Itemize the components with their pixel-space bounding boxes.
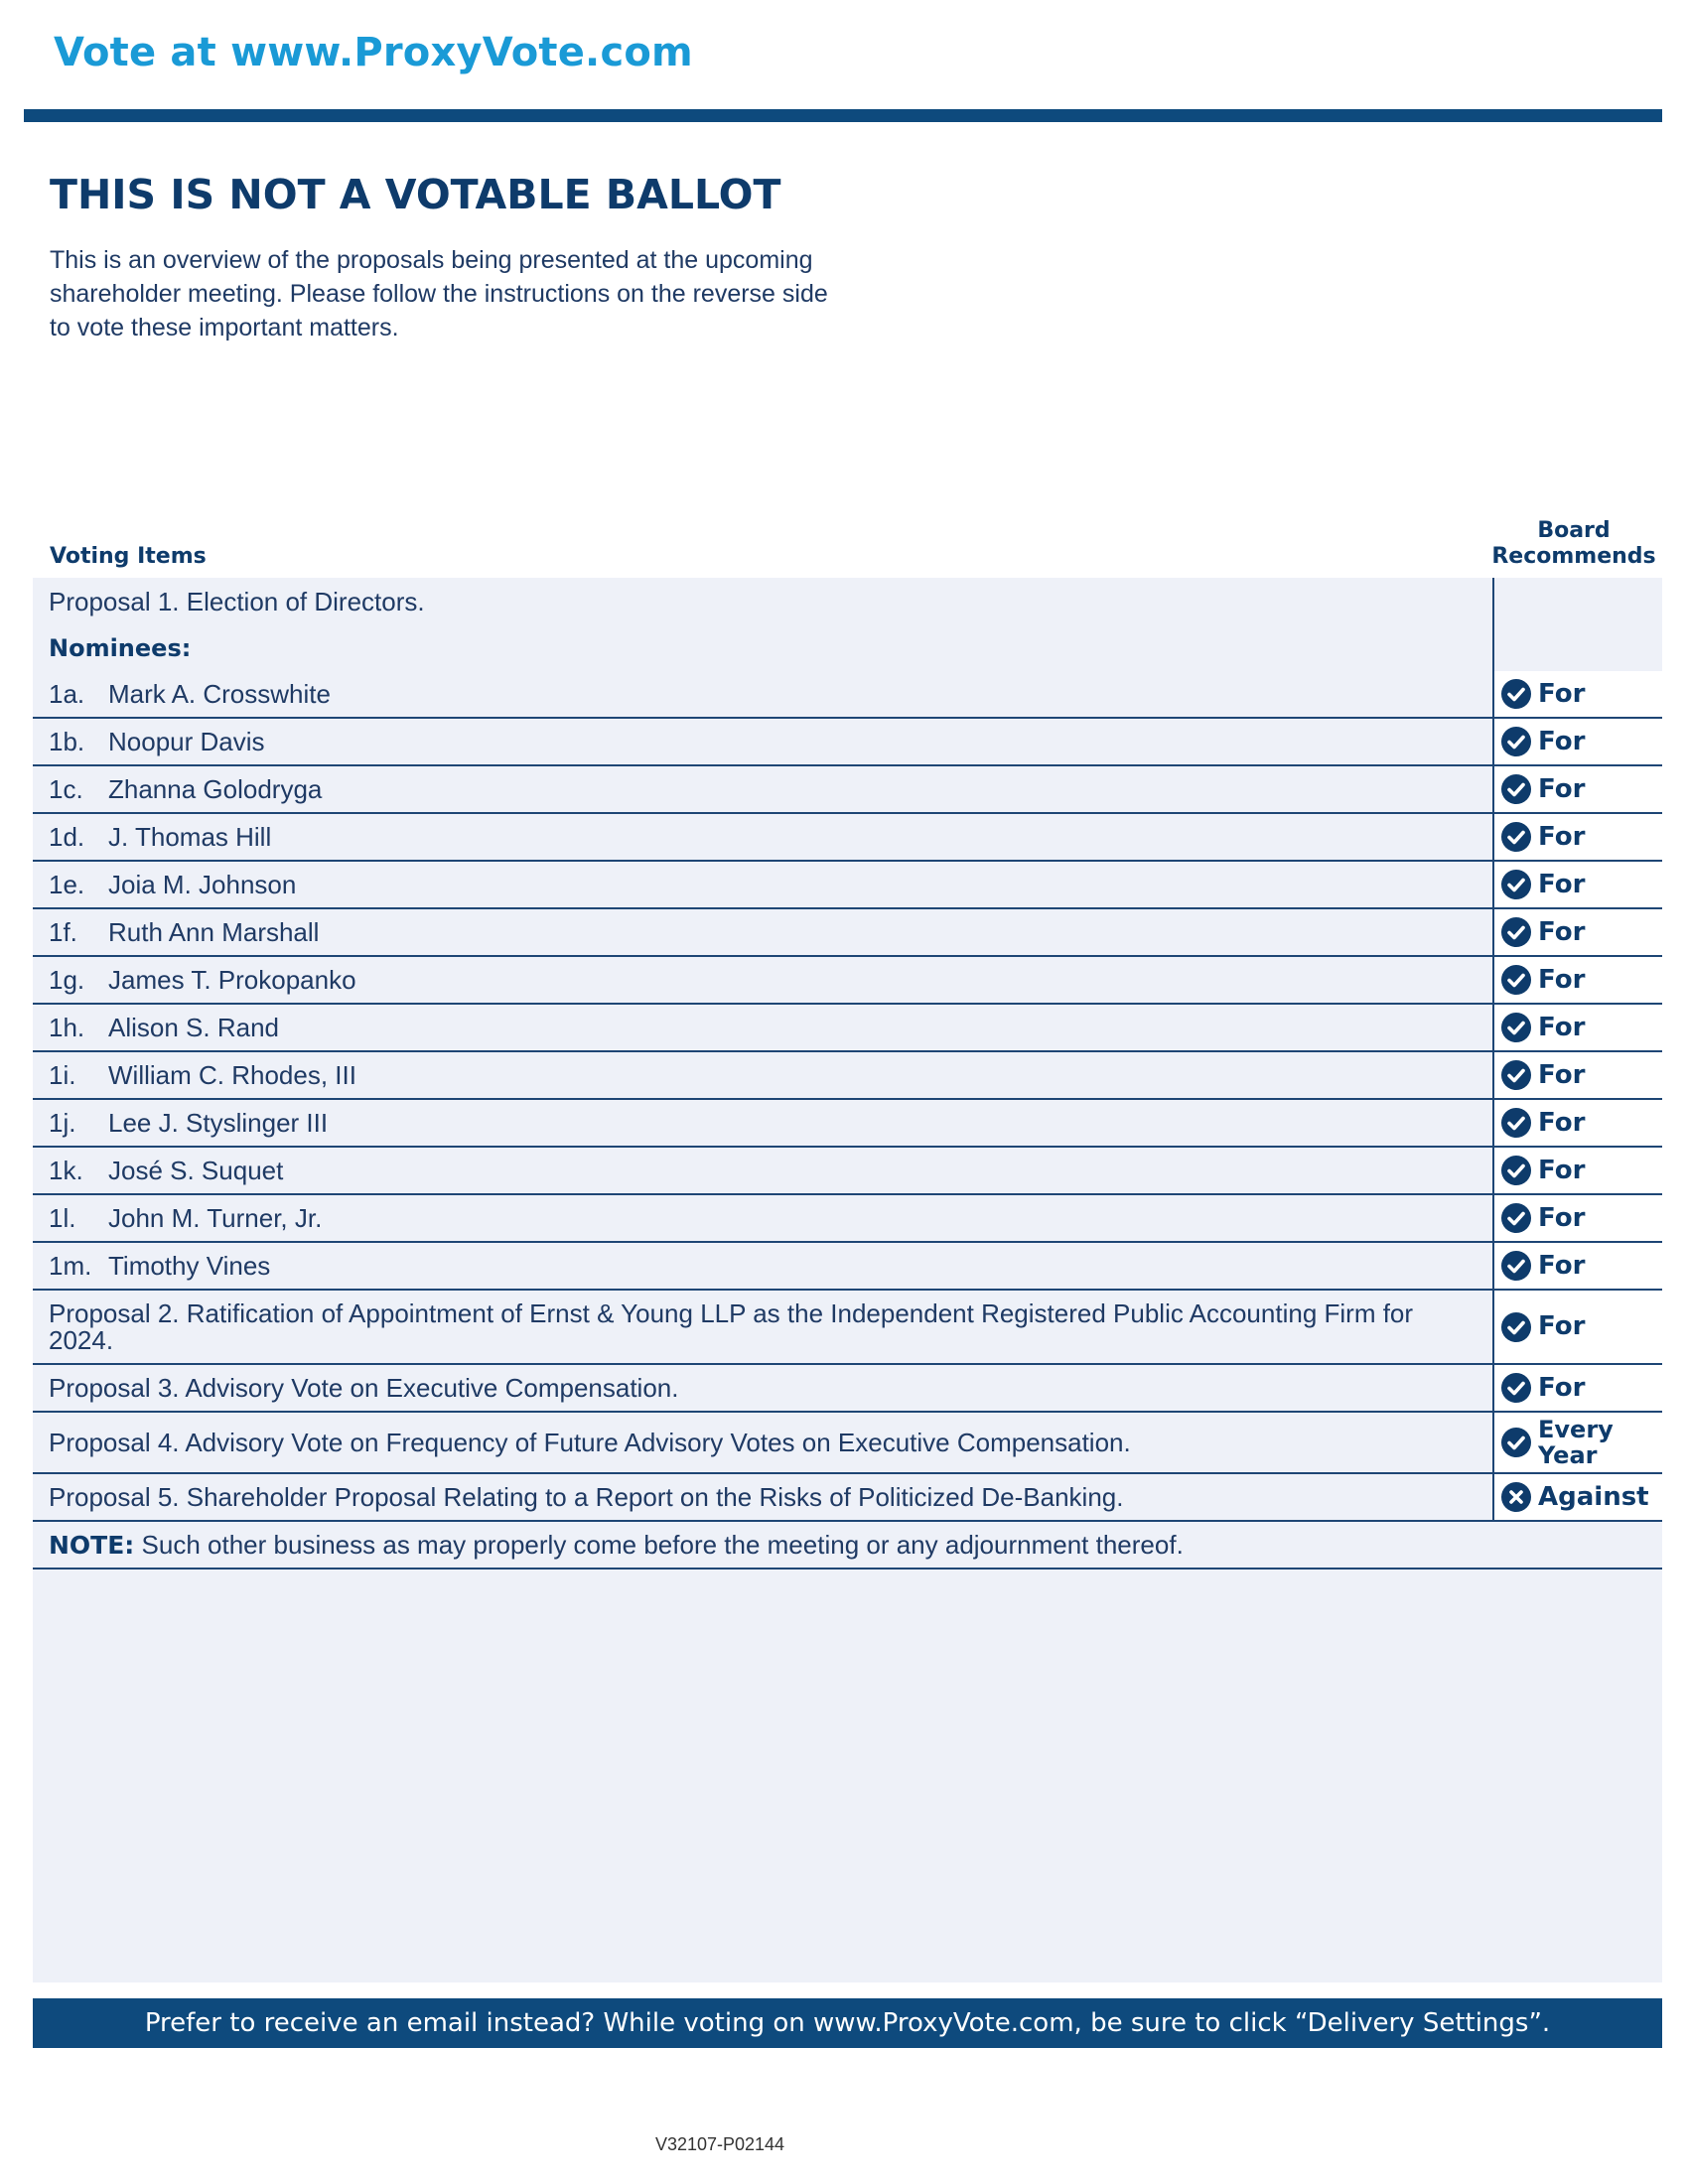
proposal-text: Proposal 2. Ratification of Appointment of Ernst & Young LLP as the Independent Registered Public Accounting Firm for 2024. (49, 1297, 1414, 1355)
recommendation-label-line1: Every (1538, 1416, 1614, 1443)
nominee-row (33, 719, 1662, 766)
nominee-row (33, 862, 1662, 909)
recommendation-cell (1492, 625, 1662, 671)
recommendation-label: For (1538, 1311, 1586, 1341)
nominee-cell (33, 862, 1492, 907)
nominee-number: 1e. (49, 869, 85, 899)
nominee-name: J. Thomas Hill (108, 821, 272, 852)
nominee-cell (33, 1052, 1492, 1098)
check-circle-icon (1500, 1202, 1532, 1234)
nominees-heading-row (33, 625, 1662, 671)
nominee-cell (33, 814, 1492, 860)
nominee-name: William C. Rhodes, III (108, 1059, 356, 1090)
recommendation-cell (1492, 1005, 1662, 1050)
nominee-number: 1c. (49, 773, 83, 804)
intro-text: This is an overview of the proposals being presented at the upcoming shareholder meeting. Please follow the instructions on the reverse side to vote these important matters. (50, 246, 828, 341)
nominee-name: José S. Suquet (108, 1155, 284, 1185)
recommendation-label (1538, 1417, 1614, 1468)
nominee-cell (33, 957, 1492, 1003)
recommendation-label-line2: Year (1538, 1441, 1598, 1469)
nominee-row (33, 766, 1662, 814)
check-circle-icon (1500, 964, 1532, 996)
recommendation-cell (1492, 957, 1662, 1003)
check-circle-icon (1500, 1427, 1532, 1458)
nominee-row (33, 671, 1662, 719)
recommendation-cell (1492, 1148, 1662, 1193)
column-header-board-recommends (1484, 518, 1663, 570)
nominee-number: 1d. (49, 821, 85, 852)
column-header-voting-items: Voting Items (50, 544, 207, 569)
recommendation-label: For (1538, 1202, 1586, 1233)
voting-items-table (33, 578, 1662, 1570)
recommendation-label: For (1538, 1059, 1586, 1090)
nominee-name: Zhanna Golodryga (108, 773, 323, 804)
nominee-cell (33, 909, 1492, 955)
nominee-name: Timothy Vines (108, 1250, 271, 1281)
nominee-name: Joia M. Johnson (108, 869, 297, 899)
check-circle-icon (1500, 1311, 1532, 1343)
vote-url-header: Vote at www.ProxyVote.com (54, 30, 693, 75)
nominees-label: Nominees: (49, 633, 192, 662)
recommendation-cell (1492, 578, 1662, 625)
nominee-name: Mark A. Crosswhite (108, 678, 331, 709)
proposal-text: Proposal 5. Shareholder Proposal Relating to a Report on the Risks of Politicized De-Banking. (49, 1481, 1124, 1512)
recommendation-cell (1492, 862, 1662, 907)
note-text-cell (33, 1522, 1492, 1568)
nominee-row (33, 1100, 1662, 1148)
check-circle-icon (1500, 821, 1532, 853)
recommendation-cell (1492, 1052, 1662, 1098)
recommendation-cell (1492, 1291, 1662, 1363)
nominee-row (33, 1243, 1662, 1291)
proposal-text: Proposal 4. Advisory Vote on Frequency of Future Advisory Votes on Executive Compensation. (49, 1427, 1131, 1457)
nominee-name: James T. Prokopanko (108, 964, 356, 995)
proposal-row-4 (33, 1413, 1662, 1474)
nominee-number: 1a. (49, 678, 85, 709)
check-circle-icon (1500, 1059, 1532, 1091)
nominee-name: John M. Turner, Jr. (108, 1202, 323, 1233)
nominee-row (33, 1148, 1662, 1195)
proposal-row-5 (33, 1474, 1662, 1522)
note-label: NOTE: (49, 1530, 135, 1560)
check-circle-icon (1500, 1012, 1532, 1043)
x-circle-icon (1500, 1481, 1532, 1513)
recommendation-cell (1492, 671, 1662, 717)
recommendation-label: For (1538, 773, 1586, 804)
check-circle-icon (1500, 1372, 1532, 1404)
delivery-settings-banner: Prefer to receive an email instead? While voting on www.ProxyVote.com, be sure to click “Delivery Settings”. (33, 1998, 1662, 2048)
nominee-number: 1m. (49, 1250, 92, 1281)
nominee-row (33, 957, 1662, 1005)
recommendation-cell (1492, 1474, 1662, 1520)
recommendation-cell (1492, 1522, 1662, 1568)
recommendation-label: For (1538, 1250, 1586, 1281)
recommendation-cell (1492, 814, 1662, 860)
nominee-cell (33, 1195, 1492, 1241)
nominee-number: 1b. (49, 726, 85, 756)
nominee-cell (33, 671, 1492, 717)
nominee-row (33, 1005, 1662, 1052)
recommendation-label: For (1538, 726, 1586, 756)
nominee-name: Ruth Ann Marshall (108, 916, 320, 947)
nominee-cell (33, 719, 1492, 764)
check-circle-icon (1500, 869, 1532, 900)
nominee-name: Lee J. Styslinger III (108, 1107, 329, 1138)
nominee-name: Alison S. Rand (108, 1012, 279, 1042)
nominee-cell (33, 1243, 1492, 1289)
proposal-row-2 (33, 1291, 1662, 1365)
nominee-row (33, 909, 1662, 957)
check-circle-icon (1500, 773, 1532, 805)
recommendation-label: For (1538, 916, 1586, 947)
nominee-cell (33, 1100, 1492, 1146)
check-circle-icon (1500, 1155, 1532, 1186)
recommendation-label: For (1538, 1012, 1586, 1042)
nominee-name: Noopur Davis (108, 726, 265, 756)
nominee-row (33, 1052, 1662, 1100)
nominee-row (33, 814, 1662, 862)
recommendation-label: For (1538, 869, 1586, 899)
recommendation-label: For (1538, 1107, 1586, 1138)
recommendation-cell (1492, 1195, 1662, 1241)
nominee-number: 1i. (49, 1059, 76, 1090)
nominee-cell (33, 1005, 1492, 1050)
recommendation-label: For (1538, 964, 1586, 995)
recommendation-label: For (1538, 1372, 1586, 1403)
header-rule (24, 109, 1662, 122)
check-circle-icon (1500, 726, 1532, 757)
recommendation-label: For (1538, 678, 1586, 709)
recommendation-label: For (1538, 1155, 1586, 1185)
recommendation-cell (1492, 1243, 1662, 1289)
nominee-list (33, 671, 1662, 1291)
document-code: V32107-P02144 (654, 2134, 785, 2154)
page-title: THIS IS NOT A VOTABLE BALLOT (50, 171, 781, 218)
check-circle-icon (1500, 1107, 1532, 1139)
proposal-text: Proposal 3. Advisory Vote on Executive Compensation. (49, 1372, 679, 1403)
nominee-number: 1k. (49, 1155, 83, 1185)
nominee-cell (33, 766, 1492, 812)
nominee-number: 1f. (49, 916, 77, 947)
note-row (33, 1522, 1662, 1570)
recommendation-cell (1492, 1100, 1662, 1146)
recommendation-cell (1492, 766, 1662, 812)
recommendation-label: For (1538, 821, 1586, 852)
nominee-row (33, 1195, 1662, 1243)
nominee-cell (33, 1148, 1492, 1193)
recommendation-cell (1492, 909, 1662, 955)
check-circle-icon (1500, 678, 1532, 710)
check-circle-icon (1500, 916, 1532, 948)
note-text: Such other business as may properly come before the meeting or any adjournment thereof. (141, 1529, 1184, 1560)
column-header-board-line1: Board (1537, 518, 1611, 543)
check-circle-icon (1500, 1250, 1532, 1282)
column-header-board-line2: Recommends (1491, 544, 1656, 569)
nominee-number: 1j. (49, 1107, 76, 1138)
nominee-number: 1h. (49, 1012, 85, 1042)
nominee-number: 1l. (49, 1202, 76, 1233)
recommendation-cell (1492, 719, 1662, 764)
nominee-number: 1g. (49, 964, 85, 995)
proposal-text: Proposal 1. Election of Directors. (49, 586, 425, 616)
proposal-row-1 (33, 578, 1662, 625)
proposal-row-3 (33, 1365, 1662, 1413)
nominees-heading (33, 625, 1492, 671)
recommendation-label: Against (1538, 1481, 1649, 1512)
recommendation-cell (1492, 1413, 1662, 1472)
recommendation-cell (1492, 1365, 1662, 1411)
